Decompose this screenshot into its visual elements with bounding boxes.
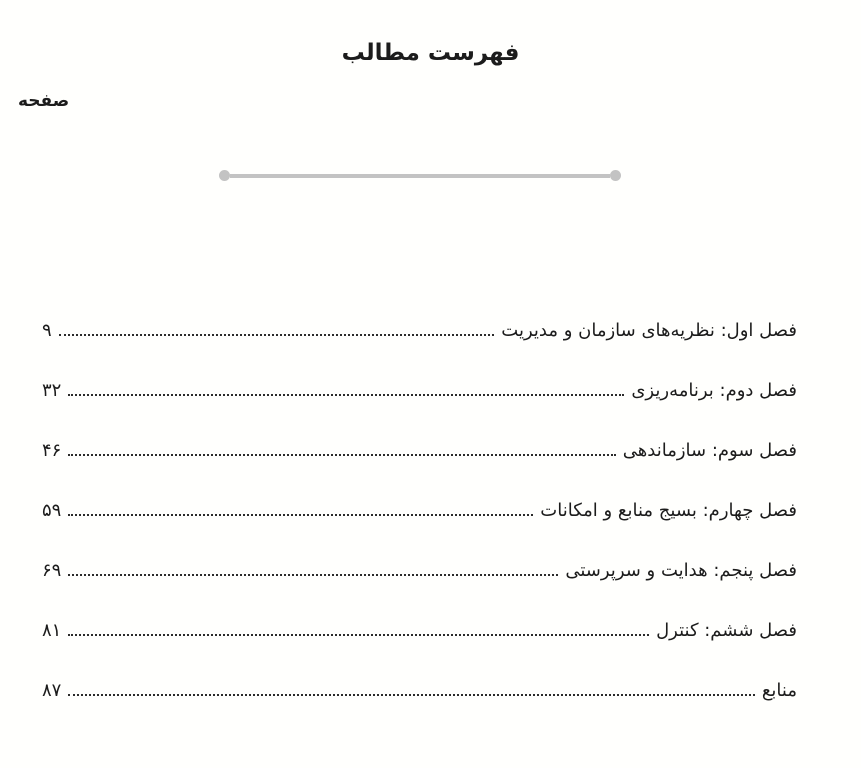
page-title: فهرست مطالب — [341, 40, 520, 66]
toc-page-number: ۴۶ — [42, 439, 62, 461]
toc-page-number: ۸۷ — [42, 679, 62, 701]
toc-entry-title: فصل چهارم: بسیج منابع و امکانات — [540, 499, 797, 521]
toc-leader-dots — [68, 514, 533, 516]
toc-list — [40, 300, 797, 720]
toc-row — [40, 300, 797, 360]
toc-entry-title: فصل ششم: کنترل — [656, 619, 797, 641]
toc-leader-dots — [68, 394, 624, 396]
divider-rule — [230, 174, 610, 178]
toc-entry-title: فصل پنجم: هدایت و سرپرستی — [565, 559, 797, 581]
toc-entry-title: منابع — [761, 679, 797, 701]
toc-row — [40, 540, 797, 600]
toc-leader-dots — [68, 634, 649, 636]
toc-page-number: ۹ — [42, 319, 52, 341]
toc-leader-dots — [59, 334, 495, 336]
toc-row — [40, 420, 797, 480]
toc-leader-dots — [68, 454, 615, 456]
toc-row — [40, 480, 797, 540]
section-divider — [219, 170, 621, 181]
toc-page-number: ۵۹ — [42, 499, 62, 521]
toc-row — [40, 360, 797, 420]
toc-row — [40, 600, 797, 660]
toc-entry-title: فصل سوم: سازماندهی — [622, 439, 797, 461]
toc-page-number: ۸۱ — [42, 619, 62, 641]
divider-left-dot — [219, 170, 230, 181]
toc-leader-dots — [68, 574, 558, 576]
divider-right-dot — [610, 170, 621, 181]
toc-row — [40, 660, 797, 720]
toc-entry-title: فصل اول: نظریه‌های سازمان و مدیریت — [501, 319, 797, 341]
page-column-label: صفحه — [18, 91, 70, 111]
toc-entry-title: فصل دوم: برنامه‌ریزی — [631, 379, 797, 401]
toc-page-number: ۶۹ — [42, 559, 62, 581]
toc-page-number: ۳۲ — [42, 379, 62, 401]
toc-leader-dots — [68, 694, 755, 696]
